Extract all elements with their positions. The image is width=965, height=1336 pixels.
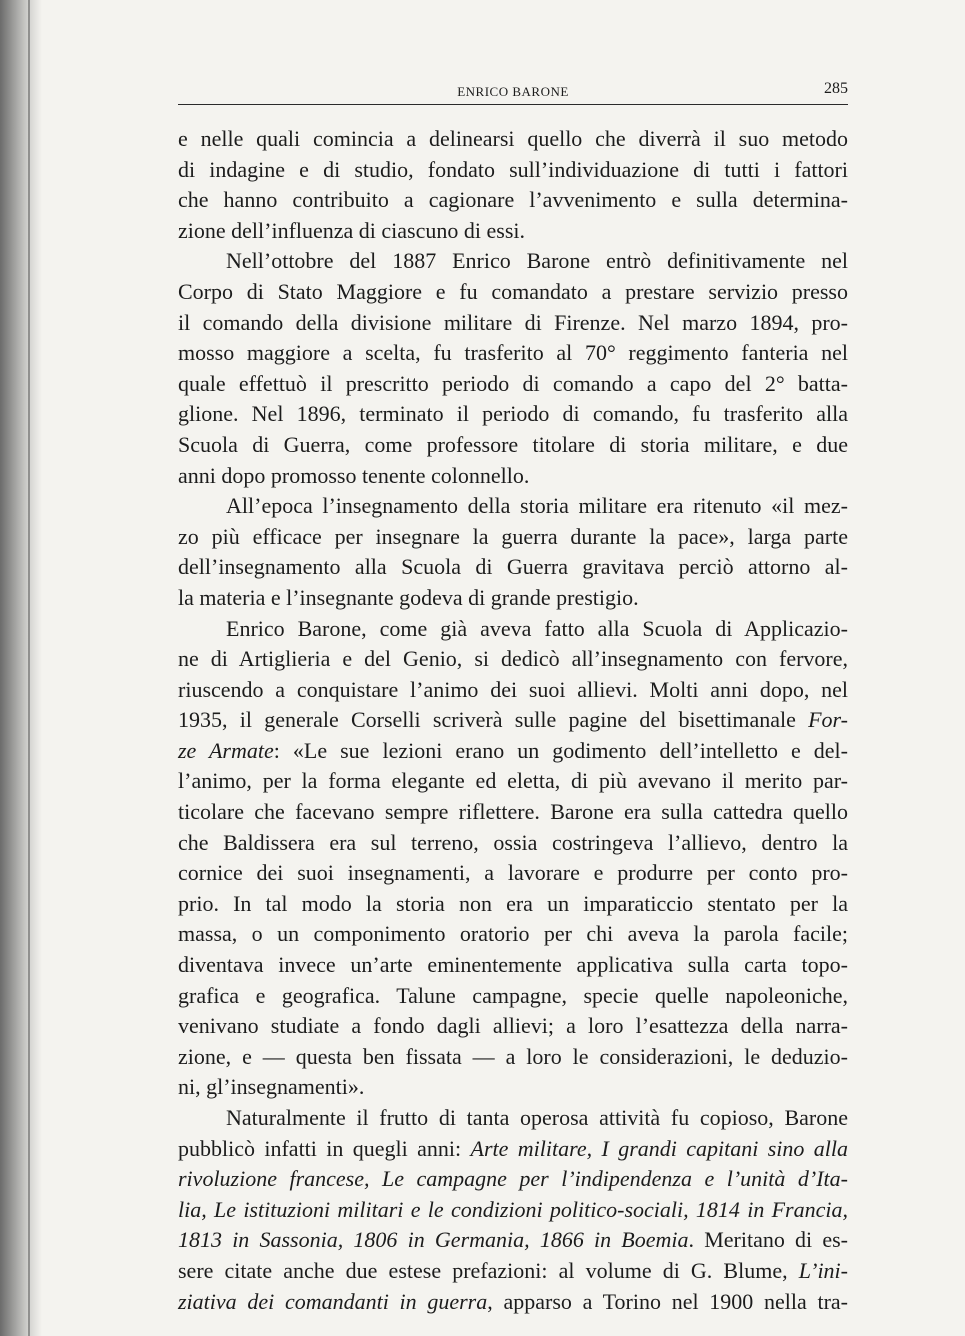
text-line	[178, 124, 848, 155]
text-line	[178, 1195, 848, 1226]
text-line	[178, 828, 848, 859]
text-line	[178, 430, 848, 461]
text-line	[178, 1256, 848, 1287]
text-line	[178, 1103, 848, 1134]
text-line	[178, 766, 848, 797]
running-head	[178, 80, 848, 106]
paragraph	[178, 124, 848, 246]
italic-text: 1813 in Sassonia, 1806 in Germania, 1866 in Boemia	[178, 1227, 689, 1253]
text-line	[178, 155, 848, 186]
line-text: zione, e — questa ben fissata — a loro le considerazioni, le deduzio-	[178, 1043, 848, 1069]
text-line	[178, 705, 848, 736]
line-text: di indagine e di studio, fondato sull’individuazione di tutti i fattori	[178, 156, 848, 182]
text-line	[178, 797, 848, 828]
line-text: grafica e geografica. Talune campagne, specie quelle napoleoniche,	[178, 982, 848, 1008]
text-line	[178, 1225, 848, 1256]
text-line	[178, 1042, 848, 1073]
line-text: All’epoca l’insegnamento della storia militare era ritenuto «il mez-	[226, 493, 848, 519]
body-text	[178, 124, 848, 1317]
paragraph	[178, 614, 848, 1104]
text-line	[178, 308, 848, 339]
text-line	[178, 858, 848, 889]
line-text: massa, o un componimento oratorio per chi aveva la parola facile;	[178, 921, 848, 947]
line-text: dell’insegnamento alla Scuola di Guerra gravitava perciò attorno al-	[178, 554, 848, 580]
binding-gutter-shadow	[0, 0, 42, 1336]
text-line	[178, 338, 848, 369]
text-line	[178, 614, 848, 645]
line-text: prio. In tal modo la storia non era un imparaticcio stentato per la	[178, 890, 848, 916]
text-line	[178, 491, 848, 522]
line-text: pubblicò infatti in quegli anni:	[178, 1135, 471, 1161]
line-text: glione. Nel 1896, terminato il periodo di comando, fu trasferito alla	[178, 401, 848, 427]
line-text: che Baldissera era sul terreno, ossia costringeva l’allievo, dentro la	[178, 829, 848, 855]
text-line	[178, 185, 848, 216]
text-line	[178, 981, 848, 1012]
text-line	[178, 277, 848, 308]
text-line	[178, 736, 848, 767]
text-line	[178, 583, 848, 614]
italic-text: Arte militare, I grandi capitani sino alla	[470, 1135, 848, 1161]
line-text: zione dell’influenza di ciascuno di essi.	[178, 217, 525, 243]
running-head-title: ENRICO BARONE	[457, 84, 569, 99]
line-text: : «Le sue lezioni erano un godimento dell’intelletto e del-	[273, 737, 848, 763]
line-text: Scuola di Guerra, come professore titolare di storia militare, e due	[178, 431, 848, 457]
line-text: riuscendo a conquistare l’animo dei suoi allievi. Molti anni dopo, nel	[178, 676, 848, 702]
text-line	[178, 246, 848, 277]
line-text: Nell’ottobre del 1887 Enrico Barone entrò definitivamente nel	[226, 248, 848, 274]
text-line	[178, 950, 848, 981]
line-text: mosso maggiore a scelta, fu trasferito al 70° reggimento fanteria nel	[178, 340, 848, 366]
line-text: la materia e l’insegnante godeva di grande prestigio.	[178, 584, 639, 610]
paragraph	[178, 491, 848, 613]
line-text: , apparso a Torino nel 1900 nella tra-	[487, 1288, 848, 1314]
line-text: sere citate anche due estese prefazioni: al volume di G. Blume,	[178, 1257, 799, 1283]
text-line	[178, 552, 848, 583]
line-text: anni dopo promosso tenente colonnello.	[178, 462, 530, 488]
paragraph	[178, 1103, 848, 1317]
line-text: ticolare che facevano sempre riflettere. Barone era sulla cattedra quello	[178, 799, 848, 825]
italic-text: rivoluzione francese, Le campagne per l’indipendenza e l’unità d’Ita-	[178, 1166, 848, 1192]
line-text: l’animo, per la forma elegante ed eletta, di più avevano il merito par-	[178, 768, 848, 794]
text-line	[178, 1164, 848, 1195]
italic-text: lia, Le istituzioni militari e le condizioni politico-sociali, 1814 in Francia,	[178, 1196, 848, 1222]
line-text: ni, gl’insegnamenti».	[178, 1074, 365, 1100]
text-line	[178, 1072, 848, 1103]
line-text: Naturalmente il frutto di tanta operosa attività fu copioso, Barone	[226, 1105, 848, 1130]
italic-text: ziativa dei comandanti in guerra	[178, 1288, 488, 1314]
binding-gutter-line	[28, 0, 30, 1336]
line-text: venivano studiate a fondo dagli allievi; a loro l’esattezza della narra-	[178, 1013, 848, 1039]
italic-text: L’ini-	[798, 1257, 848, 1283]
text-line	[178, 399, 848, 430]
text-line	[178, 675, 848, 706]
text-line	[178, 369, 848, 400]
italic-text: For-	[808, 707, 848, 733]
line-text: cornice dei suoi insegnamenti, a lavorare e produrre per conto pro-	[178, 860, 848, 886]
text-line	[178, 461, 848, 492]
line-text: diventava invece un’arte eminentemente applicativa sulla carta topo-	[178, 952, 848, 978]
text-line	[178, 522, 848, 553]
line-text: e nelle quali comincia a delinearsi quello che diverrà il suo metodo	[178, 126, 848, 151]
line-text: Enrico Barone, come già aveva fatto alla Scuola di Applicazio-	[226, 615, 848, 641]
line-text: zo più efficace per insegnare la guerra durante la pace», larga parte	[178, 523, 848, 549]
text-line	[178, 216, 848, 247]
line-text: Corpo di Stato Maggiore e fu comandato a prestare servizio presso	[178, 278, 848, 304]
line-text: che hanno contribuito a cagionare l’avvenimento e sulla determina-	[178, 187, 848, 213]
line-text: . Meritano di es-	[688, 1227, 848, 1253]
text-line	[178, 644, 848, 675]
paragraph	[178, 246, 848, 491]
text-line	[178, 1011, 848, 1042]
header-rule	[178, 104, 848, 105]
text-line	[178, 1287, 848, 1318]
text-line	[178, 889, 848, 920]
page-number: 285	[824, 80, 848, 97]
line-text: quale effettuò il prescritto periodo di comando a capo del 2° batta-	[178, 370, 848, 396]
text-line	[178, 1134, 848, 1165]
text-line	[178, 919, 848, 950]
line-text: il comando della divisione militare di Firenze. Nel marzo 1894, pro-	[178, 309, 848, 335]
line-text: ne di Artiglieria e del Genio, si dedicò all’insegnamento con fervore,	[178, 646, 848, 672]
line-text: 1935, il generale Corselli scriverà sulle pagine del bisettimanale	[178, 707, 809, 733]
italic-text: ze Armate	[178, 737, 274, 763]
